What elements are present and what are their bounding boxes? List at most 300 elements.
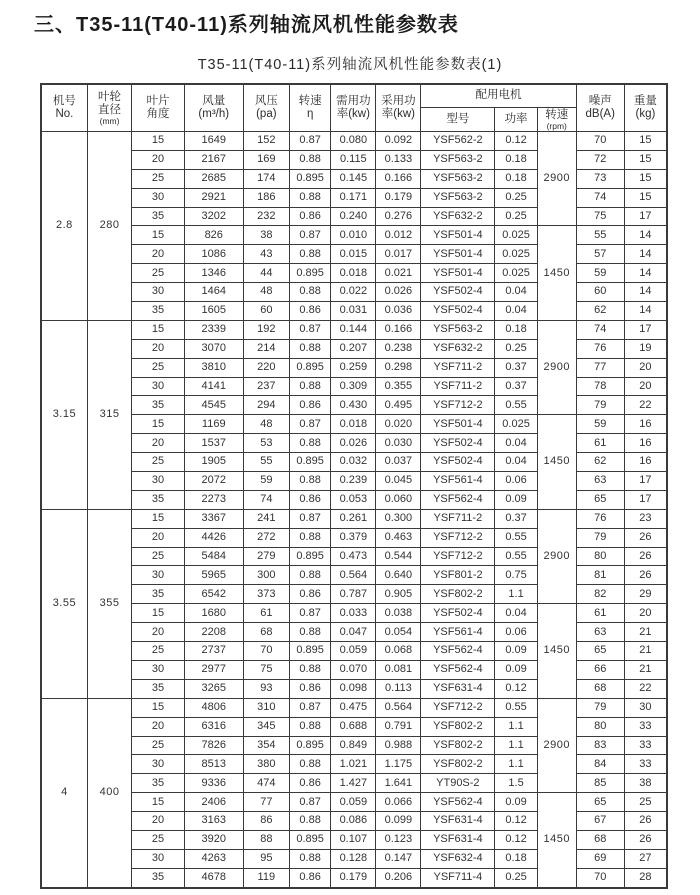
motor-power-cell: 0.04 (495, 283, 538, 302)
table-row (41, 698, 667, 717)
efficiency-cell: 0.895 (289, 358, 330, 377)
motor-power-cell: 0.04 (495, 604, 538, 623)
table-row (41, 320, 667, 339)
air-pressure-cell: 53 (243, 434, 289, 453)
blade-angle-cell: 35 (132, 396, 185, 415)
adopted-power-cell: 0.988 (376, 736, 421, 755)
efficiency-cell: 0.88 (289, 623, 330, 642)
adopted-power-cell: 0.355 (376, 377, 421, 396)
required-power-cell: 0.207 (331, 339, 376, 358)
weight-cell: 19 (624, 339, 667, 358)
air-volume-cell: 2685 (184, 169, 243, 188)
blade-angle-cell: 25 (132, 169, 185, 188)
air-pressure-cell: 232 (243, 207, 289, 226)
adopted-power-cell: 0.045 (376, 472, 421, 491)
air-volume-cell: 3920 (184, 830, 243, 849)
weight-cell: 26 (624, 812, 667, 831)
air-pressure-cell: 192 (243, 320, 289, 339)
motor-model-cell: YSF562-4 (421, 660, 495, 679)
adopted-power-cell: 0.206 (376, 868, 421, 887)
adopted-power-cell: 0.905 (376, 585, 421, 604)
blade-angle-cell: 35 (132, 302, 185, 321)
motor-power-cell: 0.025 (495, 415, 538, 434)
blade-angle-cell: 20 (132, 245, 185, 264)
air-pressure-cell: 380 (243, 755, 289, 774)
air-pressure-cell: 220 (243, 358, 289, 377)
blade-angle-cell: 20 (132, 623, 185, 642)
blade-angle-cell: 30 (132, 188, 185, 207)
air-volume-cell: 4141 (184, 377, 243, 396)
motor-model-cell: YSF501-4 (421, 245, 495, 264)
efficiency-cell: 0.895 (289, 830, 330, 849)
noise-cell: 62 (576, 302, 624, 321)
blade-angle-cell: 20 (132, 528, 185, 547)
required-power-cell: 0.053 (331, 490, 376, 509)
adopted-power-cell: 0.640 (376, 566, 421, 585)
blade-angle-cell: 30 (132, 472, 185, 491)
required-power-cell: 1.021 (331, 755, 376, 774)
motor-model-cell: YSF802-2 (421, 755, 495, 774)
air-volume-cell: 2339 (184, 320, 243, 339)
noise-cell: 79 (576, 698, 624, 717)
air-volume-cell: 4678 (184, 868, 243, 887)
adopted-power-cell: 0.092 (376, 132, 421, 151)
required-power-cell: 0.309 (331, 377, 376, 396)
noise-cell: 59 (576, 264, 624, 283)
air-pressure-cell: 75 (243, 660, 289, 679)
motor-rpm-cell: 1450 (537, 226, 576, 320)
air-pressure-cell: 279 (243, 547, 289, 566)
air-volume-cell: 1680 (184, 604, 243, 623)
required-power-cell: 0.379 (331, 528, 376, 547)
weight-cell: 14 (624, 264, 667, 283)
efficiency-cell: 0.86 (289, 207, 330, 226)
required-power-cell: 0.047 (331, 623, 376, 642)
required-power-cell: 0.128 (331, 849, 376, 868)
table-row (41, 415, 667, 434)
air-volume-cell: 6316 (184, 717, 243, 736)
efficiency-cell: 0.87 (289, 226, 330, 245)
weight-cell: 20 (624, 358, 667, 377)
motor-rpm-cell: 1450 (537, 415, 576, 509)
motor-model-cell: YSF802-2 (421, 585, 495, 604)
weight-cell: 14 (624, 302, 667, 321)
motor-model-cell: YSF502-4 (421, 283, 495, 302)
air-pressure-cell: 48 (243, 283, 289, 302)
air-volume-cell: 3070 (184, 339, 243, 358)
weight-cell: 30 (624, 698, 667, 717)
noise-cell: 68 (576, 679, 624, 698)
col-header-machine-no: 机号 No. (41, 84, 87, 132)
motor-power-cell: 0.12 (495, 132, 538, 151)
noise-cell: 69 (576, 849, 624, 868)
air-volume-cell: 2273 (184, 490, 243, 509)
adopted-power-cell: 0.179 (376, 188, 421, 207)
machine-no-cell: 2.8 (41, 132, 87, 321)
blade-angle-cell: 20 (132, 339, 185, 358)
noise-cell: 78 (576, 377, 624, 396)
motor-model-cell: YSF712-2 (421, 528, 495, 547)
air-pressure-cell: 294 (243, 396, 289, 415)
air-volume-cell: 3265 (184, 679, 243, 698)
motor-rpm-cell: 2900 (537, 509, 576, 603)
efficiency-cell: 0.88 (289, 188, 330, 207)
blade-angle-cell: 25 (132, 264, 185, 283)
col-header-blade-angle: 叶片 角度 (132, 84, 185, 132)
adopted-power-cell: 0.021 (376, 264, 421, 283)
motor-power-cell: 0.04 (495, 302, 538, 321)
motor-power-cell: 0.37 (495, 509, 538, 528)
required-power-cell: 0.473 (331, 547, 376, 566)
efficiency-cell: 0.88 (289, 377, 330, 396)
noise-cell: 83 (576, 736, 624, 755)
adopted-power-cell: 0.791 (376, 717, 421, 736)
motor-model-cell: YT90S-2 (421, 774, 495, 793)
motor-power-cell: 0.55 (495, 528, 538, 547)
motor-model-cell: YSF502-4 (421, 604, 495, 623)
weight-cell: 22 (624, 679, 667, 698)
motor-model-cell: YSF711-2 (421, 509, 495, 528)
efficiency-cell: 0.88 (289, 717, 330, 736)
air-pressure-cell: 38 (243, 226, 289, 245)
noise-cell: 70 (576, 868, 624, 887)
adopted-power-cell: 0.037 (376, 453, 421, 472)
blade-angle-cell: 20 (132, 717, 185, 736)
air-pressure-cell: 169 (243, 150, 289, 169)
weight-cell: 21 (624, 623, 667, 642)
required-power-cell: 0.787 (331, 585, 376, 604)
motor-power-cell: 0.37 (495, 358, 538, 377)
col-header-adopted-power: 采用功 率(kw) (376, 84, 421, 132)
air-pressure-cell: 300 (243, 566, 289, 585)
required-power-cell: 0.018 (331, 264, 376, 283)
noise-cell: 74 (576, 320, 624, 339)
blade-angle-cell: 35 (132, 585, 185, 604)
air-pressure-cell: 70 (243, 642, 289, 661)
motor-power-cell: 0.12 (495, 812, 538, 831)
motor-power-cell: 0.12 (495, 830, 538, 849)
motor-model-cell: YSF802-2 (421, 736, 495, 755)
air-pressure-cell: 174 (243, 169, 289, 188)
machine-no-cell: 4 (41, 698, 87, 887)
air-pressure-cell: 59 (243, 472, 289, 491)
table-row (41, 793, 667, 812)
motor-model-cell: YSF801-2 (421, 566, 495, 585)
adopted-power-cell: 0.495 (376, 396, 421, 415)
motor-power-cell: 1.1 (495, 755, 538, 774)
required-power-cell: 0.144 (331, 320, 376, 339)
motor-power-cell: 0.18 (495, 849, 538, 868)
motor-rpm-cell: 2900 (537, 698, 576, 792)
efficiency-cell: 0.86 (289, 585, 330, 604)
air-pressure-cell: 354 (243, 736, 289, 755)
adopted-power-cell: 0.036 (376, 302, 421, 321)
noise-cell: 81 (576, 566, 624, 585)
adopted-power-cell: 0.026 (376, 283, 421, 302)
required-power-cell: 0.239 (331, 472, 376, 491)
air-pressure-cell: 310 (243, 698, 289, 717)
noise-cell: 70 (576, 132, 624, 151)
motor-model-cell: YSF563-2 (421, 150, 495, 169)
blade-angle-cell: 25 (132, 358, 185, 377)
efficiency-cell: 0.87 (289, 698, 330, 717)
motor-power-cell: 0.025 (495, 264, 538, 283)
blade-angle-cell: 25 (132, 830, 185, 849)
adopted-power-cell: 0.166 (376, 169, 421, 188)
efficiency-cell: 0.895 (289, 736, 330, 755)
motor-power-cell: 0.25 (495, 868, 538, 887)
table-body (41, 132, 667, 888)
motor-power-cell: 0.04 (495, 453, 538, 472)
weight-cell: 16 (624, 453, 667, 472)
weight-cell: 16 (624, 415, 667, 434)
motor-model-cell: YSF802-2 (421, 717, 495, 736)
motor-rpm-cell: 2900 (537, 132, 576, 226)
fan-performance-table (40, 83, 668, 889)
blade-angle-cell: 35 (132, 490, 185, 509)
required-power-cell: 0.261 (331, 509, 376, 528)
noise-cell: 84 (576, 755, 624, 774)
weight-cell: 28 (624, 868, 667, 887)
weight-cell: 17 (624, 207, 667, 226)
air-pressure-cell: 60 (243, 302, 289, 321)
air-pressure-cell: 272 (243, 528, 289, 547)
air-pressure-cell: 95 (243, 849, 289, 868)
efficiency-cell: 0.88 (289, 472, 330, 491)
adopted-power-cell: 0.133 (376, 150, 421, 169)
efficiency-cell: 0.86 (289, 774, 330, 793)
weight-cell: 21 (624, 660, 667, 679)
noise-cell: 63 (576, 623, 624, 642)
adopted-power-cell: 1.641 (376, 774, 421, 793)
required-power-cell: 0.031 (331, 302, 376, 321)
noise-cell: 62 (576, 453, 624, 472)
motor-power-cell: 0.18 (495, 169, 538, 188)
adopted-power-cell: 0.081 (376, 660, 421, 679)
motor-model-cell: YSF711-4 (421, 868, 495, 887)
air-pressure-cell: 43 (243, 245, 289, 264)
efficiency-cell: 0.86 (289, 490, 330, 509)
weight-cell: 20 (624, 377, 667, 396)
table-row (41, 132, 667, 151)
efficiency-cell: 0.895 (289, 547, 330, 566)
required-power-cell: 0.259 (331, 358, 376, 377)
motor-model-cell: YSF712-2 (421, 547, 495, 566)
blade-angle-cell: 30 (132, 849, 185, 868)
weight-cell: 33 (624, 717, 667, 736)
air-pressure-cell: 237 (243, 377, 289, 396)
efficiency-cell: 0.87 (289, 132, 330, 151)
efficiency-cell: 0.87 (289, 604, 330, 623)
blade-angle-cell: 15 (132, 226, 185, 245)
adopted-power-cell: 0.147 (376, 849, 421, 868)
efficiency-cell: 0.87 (289, 793, 330, 812)
weight-cell: 26 (624, 830, 667, 849)
efficiency-cell: 0.86 (289, 679, 330, 698)
weight-cell: 33 (624, 755, 667, 774)
motor-model-cell: YSF562-4 (421, 490, 495, 509)
adopted-power-cell: 0.544 (376, 547, 421, 566)
air-volume-cell: 9336 (184, 774, 243, 793)
blade-angle-cell: 30 (132, 660, 185, 679)
efficiency-cell: 0.88 (289, 755, 330, 774)
required-power-cell: 0.026 (331, 434, 376, 453)
motor-model-cell: YSF712-2 (421, 396, 495, 415)
required-power-cell: 0.107 (331, 830, 376, 849)
air-volume-cell: 4426 (184, 528, 243, 547)
motor-power-cell: 0.18 (495, 320, 538, 339)
air-pressure-cell: 44 (243, 264, 289, 283)
table-row (41, 604, 667, 623)
weight-cell: 14 (624, 245, 667, 264)
motor-model-cell: YSF563-2 (421, 320, 495, 339)
air-volume-cell: 4806 (184, 698, 243, 717)
motor-model-cell: YSF502-4 (421, 453, 495, 472)
air-pressure-cell: 86 (243, 812, 289, 831)
efficiency-cell: 0.88 (289, 245, 330, 264)
motor-model-cell: YSF631-4 (421, 812, 495, 831)
motor-power-cell: 0.06 (495, 472, 538, 491)
air-volume-cell: 2977 (184, 660, 243, 679)
efficiency-cell: 0.86 (289, 396, 330, 415)
weight-cell: 25 (624, 793, 667, 812)
motor-rpm-cell: 1450 (537, 604, 576, 698)
air-volume-cell: 4545 (184, 396, 243, 415)
required-power-cell: 0.688 (331, 717, 376, 736)
noise-cell: 82 (576, 585, 624, 604)
adopted-power-cell: 0.012 (376, 226, 421, 245)
air-pressure-cell: 345 (243, 717, 289, 736)
weight-cell: 15 (624, 132, 667, 151)
blade-angle-cell: 35 (132, 207, 185, 226)
air-volume-cell: 4263 (184, 849, 243, 868)
air-pressure-cell: 77 (243, 793, 289, 812)
required-power-cell: 0.070 (331, 660, 376, 679)
diameter-cell: 355 (87, 509, 131, 698)
col-header-air-pressure: 风压 (pa) (243, 84, 289, 132)
weight-cell: 16 (624, 434, 667, 453)
air-volume-cell: 826 (184, 226, 243, 245)
noise-cell: 65 (576, 793, 624, 812)
adopted-power-cell: 1.175 (376, 755, 421, 774)
weight-cell: 23 (624, 509, 667, 528)
required-power-cell: 0.849 (331, 736, 376, 755)
motor-model-cell: YSF711-2 (421, 377, 495, 396)
table-row (41, 509, 667, 528)
efficiency-cell: 0.895 (289, 169, 330, 188)
air-volume-cell: 7826 (184, 736, 243, 755)
required-power-cell: 0.115 (331, 150, 376, 169)
motor-power-cell: 0.18 (495, 150, 538, 169)
air-volume-cell: 2208 (184, 623, 243, 642)
air-volume-cell: 5965 (184, 566, 243, 585)
motor-model-cell: YSF631-4 (421, 830, 495, 849)
motor-model-cell: YSF632-2 (421, 339, 495, 358)
motor-power-cell: 0.37 (495, 377, 538, 396)
required-power-cell: 1.427 (331, 774, 376, 793)
efficiency-cell: 0.895 (289, 264, 330, 283)
blade-angle-cell: 20 (132, 150, 185, 169)
adopted-power-cell: 0.113 (376, 679, 421, 698)
air-pressure-cell: 119 (243, 868, 289, 887)
noise-cell: 76 (576, 509, 624, 528)
noise-cell: 68 (576, 830, 624, 849)
efficiency-cell: 0.895 (289, 642, 330, 661)
weight-cell: 33 (624, 736, 667, 755)
air-volume-cell: 1605 (184, 302, 243, 321)
adopted-power-cell: 0.020 (376, 415, 421, 434)
required-power-cell: 0.430 (331, 396, 376, 415)
required-power-cell: 0.022 (331, 283, 376, 302)
weight-cell: 17 (624, 490, 667, 509)
required-power-cell: 0.059 (331, 793, 376, 812)
col-header-motor-speed: 转速 (rpm) (537, 108, 576, 132)
air-volume-cell: 8513 (184, 755, 243, 774)
air-volume-cell: 1086 (184, 245, 243, 264)
air-volume-cell: 3202 (184, 207, 243, 226)
required-power-cell: 0.032 (331, 453, 376, 472)
air-pressure-cell: 152 (243, 132, 289, 151)
motor-power-cell: 0.09 (495, 490, 538, 509)
air-volume-cell: 3810 (184, 358, 243, 377)
required-power-cell: 0.018 (331, 415, 376, 434)
efficiency-cell: 0.88 (289, 812, 330, 831)
air-pressure-cell: 241 (243, 509, 289, 528)
machine-no-cell: 3.55 (41, 509, 87, 698)
air-pressure-cell: 93 (243, 679, 289, 698)
blade-angle-cell: 25 (132, 453, 185, 472)
blade-angle-cell: 15 (132, 604, 185, 623)
weight-cell: 26 (624, 547, 667, 566)
air-volume-cell: 3163 (184, 812, 243, 831)
blade-angle-cell: 30 (132, 377, 185, 396)
adopted-power-cell: 0.276 (376, 207, 421, 226)
required-power-cell: 0.179 (331, 868, 376, 887)
weight-cell: 21 (624, 642, 667, 661)
col-header-motor-model: 型号 (421, 108, 495, 132)
adopted-power-cell: 0.066 (376, 793, 421, 812)
efficiency-cell: 0.88 (289, 339, 330, 358)
motor-model-cell: YSF631-4 (421, 679, 495, 698)
motor-model-cell: YSF502-4 (421, 302, 495, 321)
required-power-cell: 0.240 (331, 207, 376, 226)
air-volume-cell: 2072 (184, 472, 243, 491)
col-header-motor-group: 配用电机 (421, 84, 576, 108)
weight-cell: 14 (624, 226, 667, 245)
adopted-power-cell: 0.038 (376, 604, 421, 623)
air-pressure-cell: 61 (243, 604, 289, 623)
motor-model-cell: YSF561-4 (421, 623, 495, 642)
efficiency-cell: 0.88 (289, 150, 330, 169)
air-pressure-cell: 55 (243, 453, 289, 472)
motor-power-cell: 0.75 (495, 566, 538, 585)
weight-cell: 29 (624, 585, 667, 604)
noise-cell: 75 (576, 207, 624, 226)
motor-model-cell: YSF563-2 (421, 169, 495, 188)
required-power-cell: 0.086 (331, 812, 376, 831)
blade-angle-cell: 35 (132, 868, 185, 887)
efficiency-cell: 0.88 (289, 660, 330, 679)
motor-model-cell: YSF502-4 (421, 434, 495, 453)
blade-angle-cell: 15 (132, 509, 185, 528)
weight-cell: 26 (624, 566, 667, 585)
blade-angle-cell: 15 (132, 698, 185, 717)
required-power-cell: 0.564 (331, 566, 376, 585)
air-pressure-cell: 214 (243, 339, 289, 358)
air-pressure-cell: 74 (243, 490, 289, 509)
blade-angle-cell: 15 (132, 320, 185, 339)
motor-power-cell: 0.25 (495, 207, 538, 226)
